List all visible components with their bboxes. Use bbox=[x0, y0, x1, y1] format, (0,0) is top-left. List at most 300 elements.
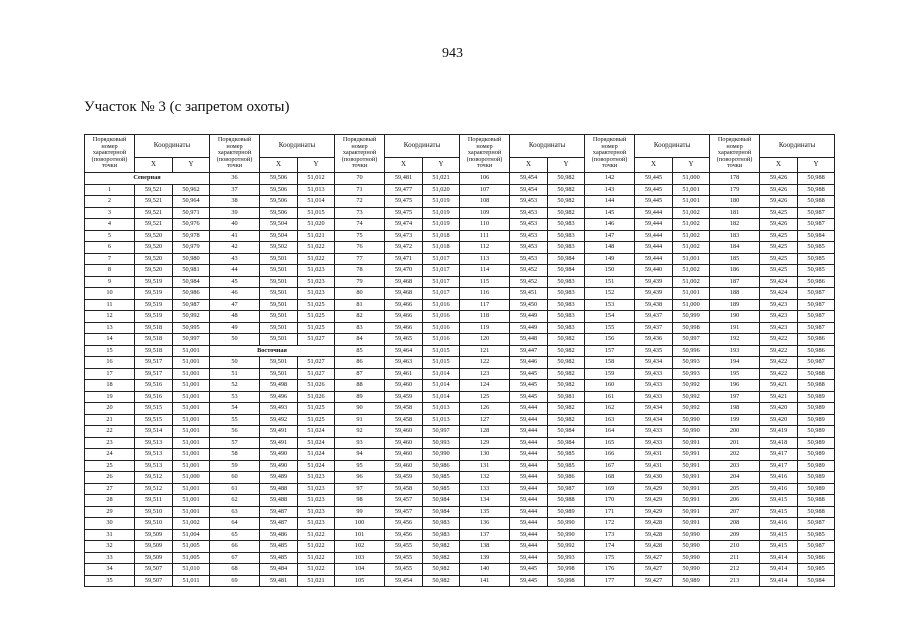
table-row bbox=[85, 196, 835, 208]
y-coordinate: 50,988 bbox=[798, 196, 835, 208]
point-number: 130 bbox=[460, 449, 510, 461]
x-coordinate: 59,445 bbox=[510, 380, 548, 392]
x-coordinate: 59,506 bbox=[260, 196, 298, 208]
point-number: 136 bbox=[460, 518, 510, 530]
point-number: 56 bbox=[210, 426, 260, 438]
y-coordinate: 51,017 bbox=[423, 288, 460, 300]
x-coordinate: 59,455 bbox=[385, 541, 423, 553]
x-coordinate: 59,456 bbox=[385, 529, 423, 541]
table-row bbox=[85, 288, 835, 300]
point-number: 63 bbox=[210, 506, 260, 518]
y-coordinate: 50,985 bbox=[423, 483, 460, 495]
y-coordinate: 51,024 bbox=[298, 426, 335, 438]
x-coordinate: 59,481 bbox=[260, 575, 298, 587]
x-coordinate: 59,444 bbox=[510, 460, 548, 472]
x-coordinate: 59,519 bbox=[135, 311, 173, 323]
x-coordinate: 59,445 bbox=[635, 196, 673, 208]
y-coordinate: 51,013 bbox=[423, 403, 460, 415]
y-coordinate: 51,001 bbox=[173, 345, 210, 357]
point-number: 75 bbox=[335, 230, 385, 242]
y-coordinate: 51,014 bbox=[423, 368, 460, 380]
point-number: 87 bbox=[335, 368, 385, 380]
point-number: 13 bbox=[85, 322, 135, 334]
y-coordinate: 51,001 bbox=[173, 426, 210, 438]
y-column-header: Y bbox=[298, 158, 335, 173]
x-coordinate: 59,477 bbox=[385, 184, 423, 196]
point-number: 198 bbox=[710, 403, 760, 415]
point-number: 46 bbox=[210, 288, 260, 300]
y-coordinate: 50,989 bbox=[798, 391, 835, 403]
y-coordinate: 51,014 bbox=[423, 391, 460, 403]
x-coordinate: 59,511 bbox=[135, 495, 173, 507]
y-column-header: Y bbox=[673, 158, 710, 173]
point-number: 184 bbox=[710, 242, 760, 254]
y-coordinate: 51,002 bbox=[173, 518, 210, 530]
point-number: 185 bbox=[710, 253, 760, 265]
point-number: 153 bbox=[585, 299, 635, 311]
y-coordinate: 50,996 bbox=[673, 345, 710, 357]
y-coordinate: 50,971 bbox=[173, 207, 210, 219]
x-coordinate: 59,414 bbox=[760, 564, 798, 576]
x-coordinate: 59,501 bbox=[260, 322, 298, 334]
x-coordinate: 59,437 bbox=[635, 311, 673, 323]
point-number: 113 bbox=[460, 253, 510, 265]
point-number: 38 bbox=[210, 196, 260, 208]
y-coordinate: 50,982 bbox=[548, 173, 585, 185]
x-coordinate: 59,451 bbox=[510, 288, 548, 300]
x-coordinate: 59,466 bbox=[385, 299, 423, 311]
point-number: 149 bbox=[585, 253, 635, 265]
y-coordinate: 50,987 bbox=[798, 518, 835, 530]
point-number: 76 bbox=[335, 242, 385, 254]
table-row bbox=[85, 437, 835, 449]
point-number: 23 bbox=[85, 437, 135, 449]
point-number: 110 bbox=[460, 219, 510, 231]
point-number: 9 bbox=[85, 276, 135, 288]
y-coordinate: 51,015 bbox=[298, 207, 335, 219]
x-coordinate: 59,510 bbox=[135, 506, 173, 518]
x-coordinate: 59,518 bbox=[135, 345, 173, 357]
point-number: 173 bbox=[585, 529, 635, 541]
y-coordinate: 50,990 bbox=[423, 449, 460, 461]
x-coordinate: 59,468 bbox=[385, 276, 423, 288]
table-row bbox=[85, 184, 835, 196]
point-number: 194 bbox=[710, 357, 760, 369]
table-row bbox=[85, 564, 835, 576]
x-coordinate: 59,426 bbox=[760, 173, 798, 185]
x-coordinate: 59,521 bbox=[135, 219, 173, 231]
y-coordinate: 50,988 bbox=[798, 368, 835, 380]
x-coordinate: 59,444 bbox=[510, 518, 548, 530]
x-coordinate: 59,481 bbox=[385, 173, 423, 185]
table-row bbox=[85, 299, 835, 311]
y-coordinate: 51,016 bbox=[423, 322, 460, 334]
x-coordinate: 59,452 bbox=[510, 276, 548, 288]
point-number: 159 bbox=[585, 368, 635, 380]
y-coordinate: 50,982 bbox=[548, 414, 585, 426]
y-coordinate: 51,016 bbox=[423, 334, 460, 346]
x-coordinate: 59,434 bbox=[635, 357, 673, 369]
x-coordinate: 59,475 bbox=[385, 196, 423, 208]
point-number: 171 bbox=[585, 506, 635, 518]
x-coordinate: 59,440 bbox=[635, 265, 673, 277]
point-number: 49 bbox=[210, 322, 260, 334]
x-coordinate: 59,431 bbox=[635, 449, 673, 461]
x-coordinate: 59,445 bbox=[635, 184, 673, 196]
y-coordinate: 50,985 bbox=[798, 564, 835, 576]
point-number: 19 bbox=[85, 391, 135, 403]
point-number: 14 bbox=[85, 334, 135, 346]
x-coordinate: 59,453 bbox=[510, 242, 548, 254]
y-column-header: Y bbox=[173, 158, 210, 173]
x-coordinate: 59,448 bbox=[510, 334, 548, 346]
y-coordinate: 51,001 bbox=[673, 184, 710, 196]
x-coordinate: 59,424 bbox=[760, 288, 798, 300]
y-coordinate: 51,012 bbox=[298, 173, 335, 185]
x-coordinate: 59,487 bbox=[260, 506, 298, 518]
point-number: 2 bbox=[85, 196, 135, 208]
y-coordinate: 50,990 bbox=[673, 414, 710, 426]
point-number: 85 bbox=[335, 345, 385, 357]
x-coordinate: 59,428 bbox=[635, 541, 673, 553]
y-coordinate: 50,989 bbox=[798, 460, 835, 472]
x-coordinate: 59,501 bbox=[260, 334, 298, 346]
table-row bbox=[85, 345, 835, 357]
x-coordinate: 59,496 bbox=[260, 391, 298, 403]
y-coordinate: 50,981 bbox=[173, 265, 210, 277]
x-coordinate: 59,501 bbox=[260, 288, 298, 300]
y-coordinate: 51,013 bbox=[423, 414, 460, 426]
y-coordinate: 50,991 bbox=[673, 460, 710, 472]
x-coordinate: 59,430 bbox=[635, 472, 673, 484]
point-number: 148 bbox=[585, 242, 635, 254]
point-number: 196 bbox=[710, 380, 760, 392]
point-number: 104 bbox=[335, 564, 385, 576]
y-coordinate: 51,001 bbox=[173, 495, 210, 507]
point-number: 15 bbox=[85, 345, 135, 357]
y-coordinate: 50,964 bbox=[173, 196, 210, 208]
x-coordinate: 59,501 bbox=[260, 357, 298, 369]
point-number: 91 bbox=[335, 414, 385, 426]
point-number: 182 bbox=[710, 219, 760, 231]
x-coordinate: 59,425 bbox=[760, 265, 798, 277]
y-coordinate: 51,001 bbox=[173, 449, 210, 461]
y-coordinate: 50,984 bbox=[798, 230, 835, 242]
point-number: 82 bbox=[335, 311, 385, 323]
y-coordinate: 51,016 bbox=[423, 299, 460, 311]
point-number: 103 bbox=[335, 552, 385, 564]
y-coordinate: 50,982 bbox=[548, 184, 585, 196]
x-coordinate: 59,438 bbox=[635, 299, 673, 311]
y-coordinate: 50,983 bbox=[548, 219, 585, 231]
point-number: 207 bbox=[710, 506, 760, 518]
x-coordinate: 59,423 bbox=[760, 322, 798, 334]
point-number: 61 bbox=[210, 483, 260, 495]
point-number: 83 bbox=[335, 322, 385, 334]
x-coordinate: 59,439 bbox=[635, 288, 673, 300]
point-number: 21 bbox=[85, 414, 135, 426]
point-number: 138 bbox=[460, 541, 510, 553]
point-number: 167 bbox=[585, 460, 635, 472]
x-coordinate: 59,444 bbox=[510, 529, 548, 541]
x-coordinate: 59,458 bbox=[385, 414, 423, 426]
x-coordinate: 59,444 bbox=[510, 437, 548, 449]
y-coordinate: 50,993 bbox=[673, 357, 710, 369]
x-coordinate: 59,446 bbox=[510, 357, 548, 369]
point-number: 78 bbox=[335, 265, 385, 277]
y-coordinate: 50,985 bbox=[548, 460, 585, 472]
y-coordinate: 50,987 bbox=[798, 288, 835, 300]
table-row bbox=[85, 230, 835, 242]
point-number-header: Порядковый номер характерной (поворотной) точки bbox=[460, 135, 510, 173]
point-number: 52 bbox=[210, 380, 260, 392]
table-row bbox=[85, 265, 835, 277]
x-coordinate: 59,424 bbox=[760, 276, 798, 288]
x-coordinate: 59,501 bbox=[260, 311, 298, 323]
page-number: 943 bbox=[442, 46, 463, 61]
y-coordinate: 50,982 bbox=[548, 357, 585, 369]
point-number: 174 bbox=[585, 541, 635, 553]
y-column-header: Y bbox=[798, 158, 835, 173]
x-coordinate: 59,520 bbox=[135, 230, 173, 242]
point-number: 4 bbox=[85, 219, 135, 231]
page-title: Участок № 3 (с запретом охоты) bbox=[84, 99, 290, 115]
y-coordinate: 50,983 bbox=[548, 288, 585, 300]
y-column-header: Y bbox=[548, 158, 585, 173]
x-coordinate: 59,509 bbox=[135, 529, 173, 541]
y-coordinate: 51,025 bbox=[298, 311, 335, 323]
point-number: 127 bbox=[460, 414, 510, 426]
y-coordinate: 50,986 bbox=[798, 334, 835, 346]
y-coordinate: 50,990 bbox=[673, 552, 710, 564]
y-coordinate: 50,990 bbox=[673, 529, 710, 541]
x-coordinate: 59,444 bbox=[635, 253, 673, 265]
y-coordinate: 50,988 bbox=[548, 495, 585, 507]
x-coordinate: 59,427 bbox=[635, 575, 673, 587]
x-coordinate: 59,506 bbox=[260, 173, 298, 185]
x-coordinate: 59,453 bbox=[510, 230, 548, 242]
point-number: 195 bbox=[710, 368, 760, 380]
x-coordinate: 59,513 bbox=[135, 449, 173, 461]
y-coordinate: 51,002 bbox=[673, 276, 710, 288]
y-coordinate: 50,998 bbox=[673, 322, 710, 334]
y-coordinate: 51,023 bbox=[298, 288, 335, 300]
x-coordinate: 59,415 bbox=[760, 495, 798, 507]
x-coordinate: 59,425 bbox=[760, 230, 798, 242]
point-number: 97 bbox=[335, 483, 385, 495]
point-number-header: Порядковый номер характерной (поворотной) точки bbox=[85, 135, 135, 173]
x-coordinate: 59,501 bbox=[260, 253, 298, 265]
x-coordinate: 59,475 bbox=[385, 207, 423, 219]
x-coordinate: 59,488 bbox=[260, 495, 298, 507]
point-number: 102 bbox=[335, 541, 385, 553]
x-coordinate: 59,492 bbox=[260, 414, 298, 426]
table-row bbox=[85, 391, 835, 403]
coordinates-table bbox=[84, 134, 835, 587]
point-number: 107 bbox=[460, 184, 510, 196]
y-coordinate: 51,022 bbox=[298, 541, 335, 553]
point-number: 199 bbox=[710, 414, 760, 426]
point-number: 50 bbox=[210, 334, 260, 346]
x-coordinate: 59,444 bbox=[510, 552, 548, 564]
y-coordinate: 50,987 bbox=[798, 322, 835, 334]
point-number: 65 bbox=[210, 529, 260, 541]
x-coordinate: 59,444 bbox=[510, 483, 548, 495]
y-coordinate: 50,984 bbox=[548, 426, 585, 438]
y-coordinate: 50,990 bbox=[673, 564, 710, 576]
x-coordinate: 59,415 bbox=[760, 529, 798, 541]
x-coordinate: 59,433 bbox=[635, 380, 673, 392]
y-coordinate: 51,026 bbox=[298, 391, 335, 403]
x-coordinate: 59,415 bbox=[760, 506, 798, 518]
point-number-header: Порядковый номер характерной (поворотной) точки bbox=[710, 135, 760, 173]
y-coordinate: 50,986 bbox=[798, 345, 835, 357]
coordinates-header: Координаты bbox=[635, 135, 710, 158]
point-number: 163 bbox=[585, 414, 635, 426]
x-coordinate: 59,457 bbox=[385, 495, 423, 507]
point-number: 30 bbox=[85, 518, 135, 530]
table-row bbox=[85, 483, 835, 495]
x-coordinate: 59,457 bbox=[385, 506, 423, 518]
y-coordinate: 51,018 bbox=[423, 242, 460, 254]
x-coordinate: 59,485 bbox=[260, 541, 298, 553]
point-number: 209 bbox=[710, 529, 760, 541]
x-coordinate: 59,418 bbox=[760, 437, 798, 449]
y-coordinate: 50,983 bbox=[548, 242, 585, 254]
x-coordinate: 59,518 bbox=[135, 334, 173, 346]
y-coordinate: 51,024 bbox=[298, 437, 335, 449]
x-coordinate: 59,491 bbox=[260, 426, 298, 438]
point-number: 37 bbox=[210, 184, 260, 196]
y-coordinate: 50,978 bbox=[173, 230, 210, 242]
point-number: 122 bbox=[460, 357, 510, 369]
y-coordinate: 50,985 bbox=[423, 472, 460, 484]
x-coordinate: 59,449 bbox=[510, 322, 548, 334]
x-coordinate: 59,520 bbox=[135, 253, 173, 265]
y-coordinate: 50,988 bbox=[798, 495, 835, 507]
y-coordinate: 50,985 bbox=[798, 253, 835, 265]
x-coordinate: 59,436 bbox=[635, 334, 673, 346]
x-coordinate: 59,520 bbox=[135, 242, 173, 254]
point-number: 134 bbox=[460, 495, 510, 507]
y-coordinate: 50,985 bbox=[798, 529, 835, 541]
x-coordinate: 59,415 bbox=[760, 541, 798, 553]
point-number: 146 bbox=[585, 219, 635, 231]
x-coordinate: 59,456 bbox=[385, 518, 423, 530]
point-number: 57 bbox=[210, 437, 260, 449]
point-number: 193 bbox=[710, 345, 760, 357]
x-coordinate: 59,463 bbox=[385, 357, 423, 369]
y-coordinate: 51,023 bbox=[298, 276, 335, 288]
point-number: 58 bbox=[210, 449, 260, 461]
table-row bbox=[85, 449, 835, 461]
point-number: 54 bbox=[210, 403, 260, 415]
table-row bbox=[85, 311, 835, 323]
table-row bbox=[85, 219, 835, 231]
point-number: 188 bbox=[710, 288, 760, 300]
point-number: 24 bbox=[85, 449, 135, 461]
y-coordinate: 51,011 bbox=[173, 575, 210, 587]
x-coordinate: 59,506 bbox=[260, 184, 298, 196]
y-coordinate: 51,010 bbox=[173, 564, 210, 576]
point-number: 168 bbox=[585, 472, 635, 484]
point-number: 25 bbox=[85, 460, 135, 472]
x-coordinate: 59,425 bbox=[760, 253, 798, 265]
section-label: Восточная bbox=[210, 345, 335, 357]
y-coordinate: 51,015 bbox=[423, 345, 460, 357]
point-number: 115 bbox=[460, 276, 510, 288]
y-coordinate: 50,986 bbox=[423, 460, 460, 472]
y-coordinate: 50,986 bbox=[548, 472, 585, 484]
coordinates-header: Координаты bbox=[510, 135, 585, 158]
x-coordinate: 59,493 bbox=[260, 403, 298, 415]
y-coordinate: 50,990 bbox=[548, 518, 585, 530]
x-coordinate: 59,521 bbox=[135, 184, 173, 196]
x-coordinate: 59,519 bbox=[135, 288, 173, 300]
point-number: 106 bbox=[460, 173, 510, 185]
point-number: 132 bbox=[460, 472, 510, 484]
y-coordinate: 51,024 bbox=[298, 460, 335, 472]
point-number: 143 bbox=[585, 184, 635, 196]
x-coordinate: 59,444 bbox=[510, 472, 548, 484]
y-coordinate: 50,987 bbox=[798, 219, 835, 231]
point-number: 7 bbox=[85, 253, 135, 265]
table-row bbox=[85, 173, 835, 185]
y-coordinate: 51,023 bbox=[298, 483, 335, 495]
point-number: 170 bbox=[585, 495, 635, 507]
x-coordinate: 59,444 bbox=[510, 541, 548, 553]
section-label: Северная bbox=[85, 173, 210, 185]
point-number: 120 bbox=[460, 334, 510, 346]
table-row bbox=[85, 529, 835, 541]
point-number: 191 bbox=[710, 322, 760, 334]
x-coordinate: 59,414 bbox=[760, 552, 798, 564]
y-coordinate: 51,019 bbox=[423, 219, 460, 231]
y-coordinate: 51,002 bbox=[673, 242, 710, 254]
x-coordinate: 59,510 bbox=[135, 518, 173, 530]
y-coordinate: 51,004 bbox=[173, 529, 210, 541]
point-number: 18 bbox=[85, 380, 135, 392]
point-number: 211 bbox=[710, 552, 760, 564]
x-coordinate: 59,433 bbox=[635, 437, 673, 449]
y-coordinate: 50,979 bbox=[173, 242, 210, 254]
x-coordinate: 59,414 bbox=[760, 575, 798, 587]
table-row bbox=[85, 242, 835, 254]
y-coordinate: 50,991 bbox=[673, 495, 710, 507]
point-number: 210 bbox=[710, 541, 760, 553]
x-coordinate: 59,421 bbox=[760, 391, 798, 403]
point-number: 36 bbox=[210, 173, 260, 185]
x-coordinate: 59,518 bbox=[135, 322, 173, 334]
y-coordinate: 50,983 bbox=[548, 322, 585, 334]
point-number: 44 bbox=[210, 265, 260, 277]
point-number: 96 bbox=[335, 472, 385, 484]
point-number: 158 bbox=[585, 357, 635, 369]
point-number: 51 bbox=[210, 368, 260, 380]
x-coordinate: 59,459 bbox=[385, 391, 423, 403]
y-coordinate: 50,985 bbox=[798, 265, 835, 277]
table-row bbox=[85, 541, 835, 553]
y-coordinate: 51,001 bbox=[173, 483, 210, 495]
x-coordinate: 59,419 bbox=[760, 426, 798, 438]
y-coordinate: 50,989 bbox=[798, 437, 835, 449]
point-number: 68 bbox=[210, 564, 260, 576]
y-coordinate: 50,997 bbox=[673, 334, 710, 346]
point-number: 88 bbox=[335, 380, 385, 392]
y-coordinate: 50,986 bbox=[173, 288, 210, 300]
y-coordinate: 50,984 bbox=[423, 506, 460, 518]
point-number: 73 bbox=[335, 207, 385, 219]
